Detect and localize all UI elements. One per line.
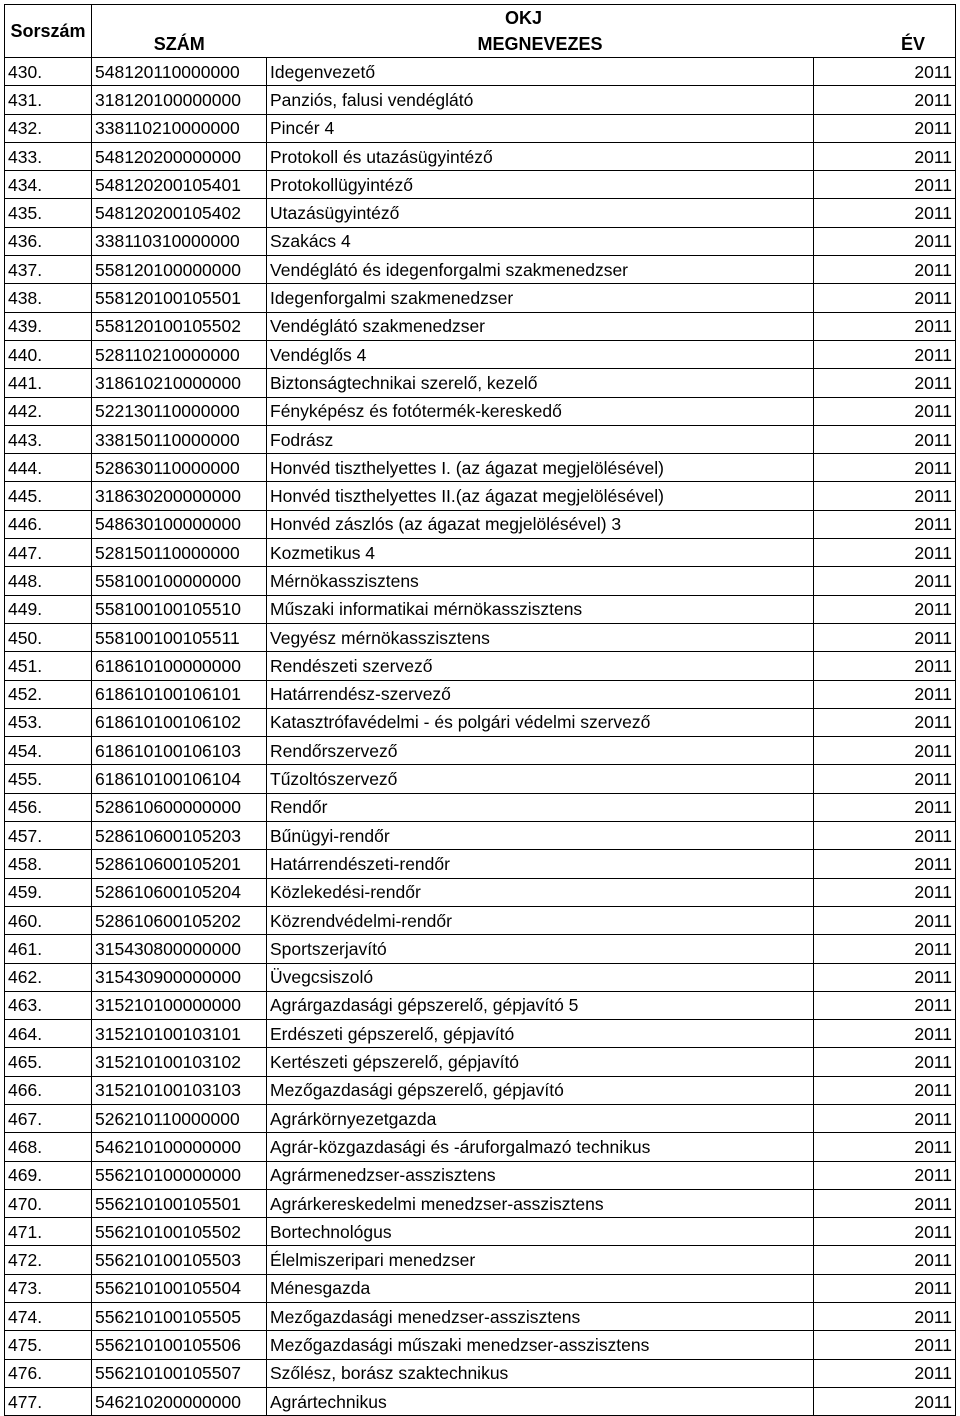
- table-row: [5, 284, 956, 312]
- year-cell: 2011: [814, 878, 956, 906]
- row-number-cell: 460.: [5, 906, 92, 934]
- qualification-name-cell: Idegenforgalmi szakmenedzser: [267, 284, 814, 312]
- table-row: [5, 1076, 956, 1104]
- table-row: [5, 199, 956, 227]
- okj-number-cell: 546210200000000: [92, 1387, 267, 1415]
- qualification-name-cell: Rendészeti szervező: [267, 652, 814, 680]
- table-row: [5, 256, 956, 284]
- row-number-cell: 468.: [5, 1133, 92, 1161]
- row-number-cell: 432.: [5, 114, 92, 142]
- okj-number-cell: 318630200000000: [92, 482, 267, 510]
- qualification-name-cell: Pincér 4: [267, 114, 814, 142]
- year-cell: 2011: [814, 1020, 956, 1048]
- year-cell: 2011: [814, 652, 956, 680]
- row-number-cell: 443.: [5, 425, 92, 453]
- qualification-name-cell: Katasztrófavédelmi - és polgári védelmi szervező: [267, 708, 814, 736]
- okj-number-cell: 528110210000000: [92, 340, 267, 368]
- qualification-name-cell: Honvéd zászlós (az ágazat megjelölésével) 3: [267, 510, 814, 538]
- year-cell: 2011: [814, 1218, 956, 1246]
- table-row: [5, 397, 956, 425]
- okj-number-cell: 318120100000000: [92, 86, 267, 114]
- okj-number-cell: 338110210000000: [92, 114, 267, 142]
- row-number-cell: 475.: [5, 1331, 92, 1359]
- okj-number-cell: 618610100106103: [92, 737, 267, 765]
- table-row: [5, 1189, 956, 1217]
- okj-number-cell: 548120110000000: [92, 58, 267, 86]
- okj-number-cell: 315430900000000: [92, 963, 267, 991]
- row-number-cell: 469.: [5, 1161, 92, 1189]
- qualification-name-cell: Mezőgazdasági gépszerelő, gépjavító: [267, 1076, 814, 1104]
- year-cell: 2011: [814, 906, 956, 934]
- year-cell: 2011: [814, 793, 956, 821]
- year-cell: 2011: [814, 1189, 956, 1217]
- qualification-name-cell: Fodrász: [267, 425, 814, 453]
- okj-number-cell: 315210100103102: [92, 1048, 267, 1076]
- qualification-name-cell: Élelmiszeripari menedzser: [267, 1246, 814, 1274]
- row-number-cell: 474.: [5, 1303, 92, 1331]
- row-number-cell: 451.: [5, 652, 92, 680]
- okj-number-cell: 522130110000000: [92, 397, 267, 425]
- table-row: [5, 595, 956, 623]
- row-number-cell: 445.: [5, 482, 92, 510]
- qualification-name-cell: Honvéd tiszthelyettes II.(az ágazat megjelölésével): [267, 482, 814, 510]
- table-row: [5, 340, 956, 368]
- table-row: [5, 1218, 956, 1246]
- table-row: [5, 906, 956, 934]
- row-number-cell: 435.: [5, 199, 92, 227]
- qualification-name-cell: Agrármenedzser-asszisztens: [267, 1161, 814, 1189]
- table-row: [5, 878, 956, 906]
- okj-number-cell: 548120200105401: [92, 171, 267, 199]
- qualification-name-cell: Tűzoltószervező: [267, 765, 814, 793]
- qualification-name-cell: Honvéd tiszthelyettes I. (az ágazat megjelölésével): [267, 454, 814, 482]
- okj-number-cell: 618610100106102: [92, 708, 267, 736]
- okj-number-cell: 556210100105503: [92, 1246, 267, 1274]
- table-row: [5, 539, 956, 567]
- row-number-cell: 449.: [5, 595, 92, 623]
- table-row: [5, 369, 956, 397]
- okj-number-cell: 556210100105507: [92, 1359, 267, 1387]
- header-sorszam: Sorszám: [5, 5, 92, 58]
- okj-number-cell: 618610100106101: [92, 680, 267, 708]
- row-number-cell: 452.: [5, 680, 92, 708]
- header-okj: OKJ: [92, 5, 956, 32]
- qualification-name-cell: Agrárkörnyezetgazda: [267, 1104, 814, 1132]
- row-number-cell: 477.: [5, 1387, 92, 1415]
- table-header: [5, 5, 956, 58]
- qualification-name-cell: Szőlész, borász szaktechnikus: [267, 1359, 814, 1387]
- table-row: [5, 737, 956, 765]
- year-cell: 2011: [814, 1331, 956, 1359]
- row-number-cell: 431.: [5, 86, 92, 114]
- okj-number-cell: 558120100105502: [92, 312, 267, 340]
- table-row: [5, 1303, 956, 1331]
- header-ev: ÉV: [814, 31, 956, 58]
- qualification-name-cell: Agrárgazdasági gépszerelő, gépjavító 5: [267, 991, 814, 1019]
- okj-table: [4, 4, 956, 1416]
- row-number-cell: 450.: [5, 623, 92, 651]
- okj-number-cell: 528610600105202: [92, 906, 267, 934]
- year-cell: 2011: [814, 1104, 956, 1132]
- year-cell: 2011: [814, 1387, 956, 1415]
- okj-number-cell: 528610600105204: [92, 878, 267, 906]
- row-number-cell: 462.: [5, 963, 92, 991]
- qualification-name-cell: Idegenvezető: [267, 58, 814, 86]
- qualification-name-cell: Sportszerjavító: [267, 935, 814, 963]
- year-cell: 2011: [814, 312, 956, 340]
- qualification-name-cell: Agrártechnikus: [267, 1387, 814, 1415]
- qualification-name-cell: Vendéglős 4: [267, 340, 814, 368]
- okj-number-cell: 556210100105502: [92, 1218, 267, 1246]
- qualification-name-cell: Vendéglátó és idegenforgalmi szakmenedzser: [267, 256, 814, 284]
- year-cell: 2011: [814, 595, 956, 623]
- qualification-name-cell: Erdészeti gépszerelő, gépjavító: [267, 1020, 814, 1048]
- qualification-name-cell: Határrendész-szervező: [267, 680, 814, 708]
- okj-number-cell: 618610100000000: [92, 652, 267, 680]
- okj-number-cell: 556210100105505: [92, 1303, 267, 1331]
- table-row: [5, 1020, 956, 1048]
- table-row: [5, 991, 956, 1019]
- year-cell: 2011: [814, 171, 956, 199]
- year-cell: 2011: [814, 765, 956, 793]
- table-row: [5, 567, 956, 595]
- year-cell: 2011: [814, 340, 956, 368]
- table-row: [5, 1048, 956, 1076]
- year-cell: 2011: [814, 680, 956, 708]
- qualification-name-cell: Utazásügyintéző: [267, 199, 814, 227]
- okj-number-cell: 528630110000000: [92, 454, 267, 482]
- qualification-name-cell: Üvegcsiszoló: [267, 963, 814, 991]
- row-number-cell: 444.: [5, 454, 92, 482]
- row-number-cell: 447.: [5, 539, 92, 567]
- row-number-cell: 471.: [5, 1218, 92, 1246]
- table-row: [5, 935, 956, 963]
- year-cell: 2011: [814, 227, 956, 255]
- okj-number-cell: 556210100105506: [92, 1331, 267, 1359]
- qualification-name-cell: Rendőrszervező: [267, 737, 814, 765]
- row-number-cell: 466.: [5, 1076, 92, 1104]
- year-cell: 2011: [814, 567, 956, 595]
- row-number-cell: 440.: [5, 340, 92, 368]
- okj-number-cell: 528150110000000: [92, 539, 267, 567]
- table-row: [5, 227, 956, 255]
- row-number-cell: 436.: [5, 227, 92, 255]
- qualification-name-cell: Mezőgazdasági menedzser-asszisztens: [267, 1303, 814, 1331]
- year-cell: 2011: [814, 1359, 956, 1387]
- year-cell: 2011: [814, 963, 956, 991]
- year-cell: 2011: [814, 1048, 956, 1076]
- row-number-cell: 442.: [5, 397, 92, 425]
- year-cell: 2011: [814, 822, 956, 850]
- okj-number-cell: 618610100106104: [92, 765, 267, 793]
- year-cell: 2011: [814, 991, 956, 1019]
- row-number-cell: 455.: [5, 765, 92, 793]
- year-cell: 2011: [814, 397, 956, 425]
- table-row: [5, 1246, 956, 1274]
- qualification-name-cell: Agrárkereskedelmi menedzser-asszisztens: [267, 1189, 814, 1217]
- table-row: [5, 1104, 956, 1132]
- row-number-cell: 476.: [5, 1359, 92, 1387]
- okj-number-cell: 556210100105504: [92, 1274, 267, 1302]
- year-cell: 2011: [814, 86, 956, 114]
- row-number-cell: 459.: [5, 878, 92, 906]
- year-cell: 2011: [814, 1303, 956, 1331]
- table-row: [5, 1274, 956, 1302]
- qualification-name-cell: Vendéglátó szakmenedzser: [267, 312, 814, 340]
- table-row: [5, 142, 956, 170]
- okj-number-cell: 558100100105510: [92, 595, 267, 623]
- table-row: [5, 1359, 956, 1387]
- table-row: [5, 171, 956, 199]
- table-row: [5, 114, 956, 142]
- year-cell: 2011: [814, 623, 956, 651]
- okj-number-cell: 528610600105203: [92, 822, 267, 850]
- table-row: [5, 1133, 956, 1161]
- okj-number-cell: 528610600105201: [92, 850, 267, 878]
- row-number-cell: 433.: [5, 142, 92, 170]
- row-number-cell: 457.: [5, 822, 92, 850]
- row-number-cell: 461.: [5, 935, 92, 963]
- okj-number-cell: 338150110000000: [92, 425, 267, 453]
- row-number-cell: 465.: [5, 1048, 92, 1076]
- table-row: [5, 963, 956, 991]
- year-cell: 2011: [814, 369, 956, 397]
- okj-number-cell: 548120200105402: [92, 199, 267, 227]
- row-number-cell: 439.: [5, 312, 92, 340]
- okj-number-cell: 315210100103101: [92, 1020, 267, 1048]
- okj-number-cell: 315430800000000: [92, 935, 267, 963]
- okj-number-cell: 318610210000000: [92, 369, 267, 397]
- row-number-cell: 454.: [5, 737, 92, 765]
- row-number-cell: 430.: [5, 58, 92, 86]
- table-row: [5, 680, 956, 708]
- year-cell: 2011: [814, 1161, 956, 1189]
- row-number-cell: 463.: [5, 991, 92, 1019]
- okj-number-cell: 558120100000000: [92, 256, 267, 284]
- qualification-name-cell: Szakács 4: [267, 227, 814, 255]
- row-number-cell: 441.: [5, 369, 92, 397]
- okj-number-cell: 556210100000000: [92, 1161, 267, 1189]
- year-cell: 2011: [814, 1246, 956, 1274]
- row-number-cell: 467.: [5, 1104, 92, 1132]
- qualification-name-cell: Bortechnológus: [267, 1218, 814, 1246]
- qualification-name-cell: Panziós, falusi vendéglátó: [267, 86, 814, 114]
- qualification-name-cell: Agrár-közgazdasági és -áruforgalmazó technikus: [267, 1133, 814, 1161]
- year-cell: 2011: [814, 425, 956, 453]
- row-number-cell: 472.: [5, 1246, 92, 1274]
- qualification-name-cell: Közrendvédelmi-rendőr: [267, 906, 814, 934]
- okj-number-cell: 338110310000000: [92, 227, 267, 255]
- table-row: [5, 1161, 956, 1189]
- year-cell: 2011: [814, 539, 956, 567]
- year-cell: 2011: [814, 142, 956, 170]
- table-row: [5, 312, 956, 340]
- row-number-cell: 453.: [5, 708, 92, 736]
- okj-number-cell: 558120100105501: [92, 284, 267, 312]
- okj-number-cell: 548120200000000: [92, 142, 267, 170]
- row-number-cell: 438.: [5, 284, 92, 312]
- year-cell: 2011: [814, 482, 956, 510]
- row-number-cell: 458.: [5, 850, 92, 878]
- table-row: [5, 822, 956, 850]
- table-row: [5, 482, 956, 510]
- qualification-name-cell: Vegyész mérnökasszisztens: [267, 623, 814, 651]
- okj-number-cell: 558100100000000: [92, 567, 267, 595]
- table-row: [5, 850, 956, 878]
- okj-number-cell: 315210100103103: [92, 1076, 267, 1104]
- year-cell: 2011: [814, 58, 956, 86]
- table-row: [5, 425, 956, 453]
- qualification-name-cell: Mezőgazdasági műszaki menedzser-asszisztens: [267, 1331, 814, 1359]
- year-cell: 2011: [814, 708, 956, 736]
- year-cell: 2011: [814, 199, 956, 227]
- table-row: [5, 765, 956, 793]
- row-number-cell: 464.: [5, 1020, 92, 1048]
- qualification-name-cell: Műszaki informatikai mérnökasszisztens: [267, 595, 814, 623]
- year-cell: 2011: [814, 114, 956, 142]
- qualification-name-cell: Fényképész és fotótermék-kereskedő: [267, 397, 814, 425]
- table-row: [5, 793, 956, 821]
- header-megnevezes: MEGNEVEZES: [267, 31, 814, 58]
- year-cell: 2011: [814, 935, 956, 963]
- table-body: [5, 58, 956, 1416]
- year-cell: 2011: [814, 1133, 956, 1161]
- row-number-cell: 437.: [5, 256, 92, 284]
- row-number-cell: 434.: [5, 171, 92, 199]
- year-cell: 2011: [814, 510, 956, 538]
- qualification-name-cell: Kozmetikus 4: [267, 539, 814, 567]
- okj-number-cell: 315210100000000: [92, 991, 267, 1019]
- row-number-cell: 448.: [5, 567, 92, 595]
- table-row: [5, 652, 956, 680]
- header-szam: SZÁM: [92, 31, 267, 58]
- okj-number-cell: 556210100105501: [92, 1189, 267, 1217]
- row-number-cell: 470.: [5, 1189, 92, 1217]
- table-row: [5, 1331, 956, 1359]
- year-cell: 2011: [814, 454, 956, 482]
- table-row: [5, 58, 956, 86]
- qualification-name-cell: Ménesgazda: [267, 1274, 814, 1302]
- table-row: [5, 510, 956, 538]
- qualification-name-cell: Mérnökasszisztens: [267, 567, 814, 595]
- okj-number-cell: 526210110000000: [92, 1104, 267, 1132]
- okj-number-cell: 558100100105511: [92, 623, 267, 651]
- table-row: [5, 86, 956, 114]
- qualification-name-cell: Protokollügyintéző: [267, 171, 814, 199]
- row-number-cell: 456.: [5, 793, 92, 821]
- qualification-name-cell: Biztonságtechnikai szerelő, kezelő: [267, 369, 814, 397]
- table-row: [5, 708, 956, 736]
- okj-number-cell: 546210100000000: [92, 1133, 267, 1161]
- okj-number-cell: 548630100000000: [92, 510, 267, 538]
- row-number-cell: 473.: [5, 1274, 92, 1302]
- row-number-cell: 446.: [5, 510, 92, 538]
- qualification-name-cell: Bűnügyi-rendőr: [267, 822, 814, 850]
- okj-number-cell: 528610600000000: [92, 793, 267, 821]
- year-cell: 2011: [814, 1274, 956, 1302]
- year-cell: 2011: [814, 284, 956, 312]
- qualification-name-cell: Rendőr: [267, 793, 814, 821]
- year-cell: 2011: [814, 256, 956, 284]
- qualification-name-cell: Határrendészeti-rendőr: [267, 850, 814, 878]
- qualification-name-cell: Közlekedési-rendőr: [267, 878, 814, 906]
- qualification-name-cell: Protokoll és utazásügyintéző: [267, 142, 814, 170]
- table-row: [5, 454, 956, 482]
- year-cell: 2011: [814, 737, 956, 765]
- table-row: [5, 1387, 956, 1415]
- year-cell: 2011: [814, 850, 956, 878]
- table-row: [5, 623, 956, 651]
- qualification-name-cell: Kertészeti gépszerelő, gépjavító: [267, 1048, 814, 1076]
- year-cell: 2011: [814, 1076, 956, 1104]
